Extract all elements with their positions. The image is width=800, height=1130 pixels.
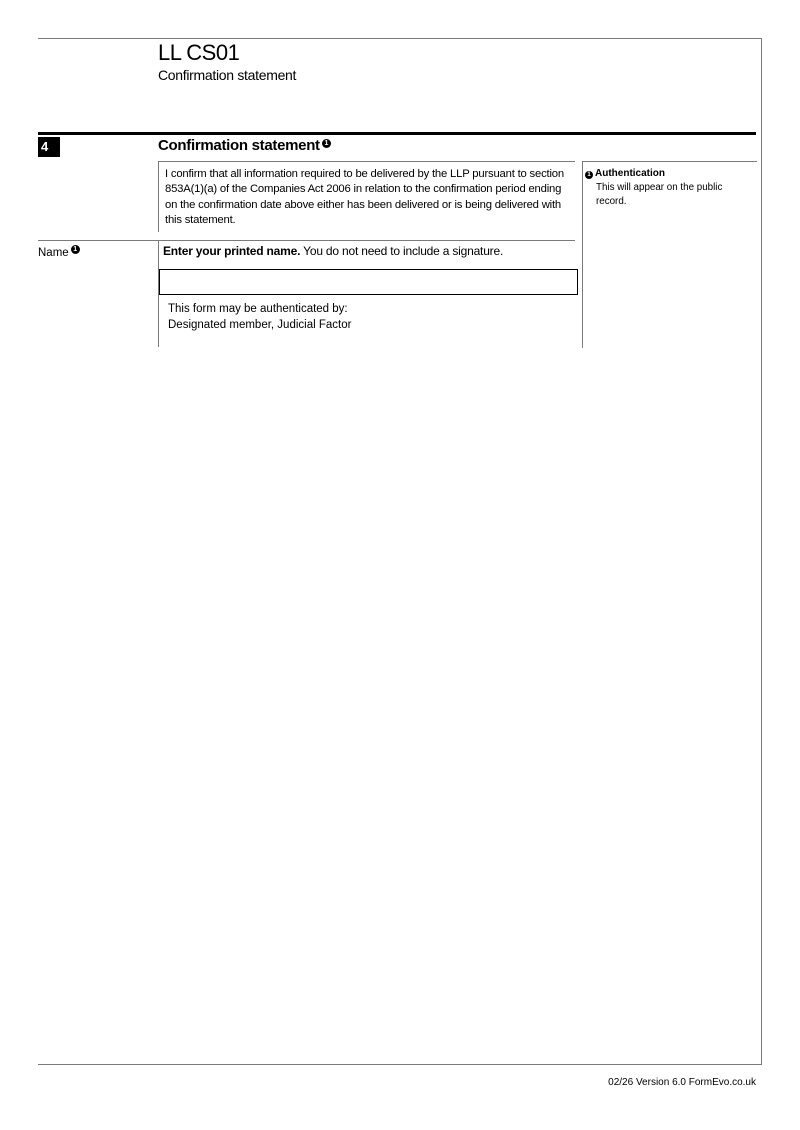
side-note-title-text: Authentication [595,168,665,179]
authenticated-by-line2: Designated member, Judicial Factor [168,318,352,331]
form-title: Confirmation statement [158,67,297,83]
side-note-text: This will appear on the public record. [596,182,723,207]
note-marker-icon: 1 [585,171,593,179]
name-instruction-bold: Enter your printed name. [163,244,301,258]
section-number: 4 [38,137,60,157]
name-label-text: Name [38,247,69,259]
statement-text: I confirm that all information required to be delivered by the LLP pursuant to section 853A(1)(a) of the Companies Act 2006 in relation to the confirmation period ending on the confirmation date above either has been delivered or is being delivered with this statement. [165,168,564,226]
name-row-rule [38,240,575,241]
name-instruction-rest: You do not need to include a signature. [300,244,504,258]
auth-note-rule [158,299,159,347]
form-code: LL CS01 [158,40,240,65]
authenticated-by-line1: This form may be authenticated by: [168,303,348,315]
note-marker-icon: 1 [71,245,80,254]
name-input[interactable] [159,269,578,295]
footer-version: 02/26 Version 6.0 FormEvo.co.uk [608,1077,756,1088]
bottom-rule [38,1064,761,1065]
side-note-title [585,168,665,179]
section-rule [38,132,756,135]
authenticated-by-note [168,302,351,333]
note-marker-icon: 1 [322,139,331,148]
top-rule [38,38,761,39]
right-rule [761,38,762,1065]
section-title [158,137,331,154]
name-label [38,245,80,259]
name-instruction [163,244,503,258]
section-title-text: Confirmation statement [158,137,320,154]
